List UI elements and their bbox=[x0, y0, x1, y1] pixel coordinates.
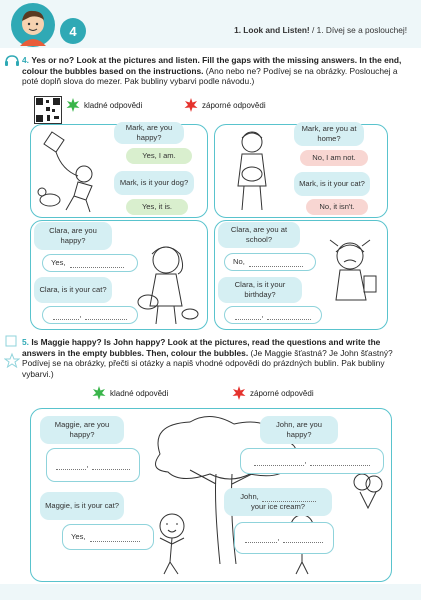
bubble-question: Mark, is it your cat? bbox=[294, 172, 370, 196]
bubble-question: John, your ice cream? bbox=[224, 488, 332, 516]
bubble-question: Clara, are you at school? bbox=[218, 222, 300, 248]
bubble-question: Maggie, are you happy? bbox=[40, 416, 124, 444]
bubble-answer-empty[interactable]: , bbox=[240, 448, 384, 474]
bubble-answer-positive[interactable]: Yes, I am. bbox=[126, 148, 192, 164]
bubble-answer-empty[interactable]: , bbox=[42, 306, 138, 324]
legend-negative: záporné odpovědi bbox=[232, 386, 314, 400]
qr-code-icon[interactable] bbox=[34, 96, 62, 124]
bubble-question: Mark, are you happy? bbox=[114, 122, 184, 144]
bubble-question: Clara, are you happy? bbox=[34, 222, 112, 250]
sad-girl-illustration bbox=[316, 236, 382, 308]
bubble-answer-empty[interactable]: Yes, bbox=[42, 254, 138, 272]
bubble-question: Mark, is it your dog? bbox=[114, 171, 194, 195]
bubble-question: Mark, are you at home? bbox=[294, 122, 364, 146]
task4-instructions: 4. Yes or no? Look at the pictures and listen. Fill the gaps with the missing answers. In the end, colour the bubbles based on the instructions. (Ano nebo ne? Podívej se na obrázky. Poslouchej a poté doplň slova do mezer. Pak bubliny vybarvi podle návodu.) bbox=[22, 55, 402, 86]
red-splat-icon bbox=[184, 98, 198, 112]
bubble-answer-empty[interactable]: No, bbox=[224, 253, 316, 271]
page-number-badge: 4 bbox=[60, 18, 86, 44]
puzzle-star-icon bbox=[4, 334, 20, 368]
unit-title: 1. Look and Listen! / 1. Dívej se a poslouchej! bbox=[234, 25, 407, 35]
bubble-question: John, are you happy? bbox=[260, 416, 338, 444]
bubble-question: Maggie, is it your cat? bbox=[40, 492, 124, 520]
boy-with-cat-illustration bbox=[222, 128, 286, 214]
task5-instructions: 5. Is Maggie happy? Is John happy? Look at the pictures, read the questions and write the answers in the empty bubbles. Then, colour the bubbles. (Je Maggie šťastná? Je John šťastný? Podívej se na obrázky, přečti si otázky a napiš vhodné odpovědi do prázdných bublin. Pak bubliny vybarvi.) bbox=[22, 337, 393, 379]
bubble-answer-empty[interactable]: , bbox=[224, 306, 322, 324]
legend-positive: kladné odpovědi bbox=[66, 98, 142, 112]
bubble-answer-empty[interactable]: Yes, bbox=[62, 524, 154, 550]
legend-negative: záporné odpovědi bbox=[184, 98, 266, 112]
green-splat-icon bbox=[66, 98, 80, 112]
bubble-answer-positive[interactable]: Yes, it is. bbox=[126, 199, 188, 215]
footer-band bbox=[0, 584, 421, 600]
bubble-answer-empty[interactable]: , bbox=[46, 448, 140, 482]
boy-avatar-icon bbox=[10, 2, 56, 48]
headphones-icon bbox=[4, 54, 20, 66]
bubble-answer-empty[interactable]: , bbox=[234, 522, 334, 554]
red-splat-icon bbox=[232, 386, 246, 400]
green-splat-icon bbox=[92, 386, 106, 400]
boy-with-kite-illustration bbox=[34, 130, 114, 214]
ice-cream-icon bbox=[350, 470, 386, 510]
bubble-answer-negative[interactable]: No, it isn't. bbox=[306, 199, 368, 215]
bubble-question: Clara, is it your birthday? bbox=[218, 277, 302, 303]
bubble-answer-negative[interactable]: No, I am not. bbox=[300, 150, 368, 166]
bubble-question: Clara, is it your cat? bbox=[34, 277, 112, 303]
legend-positive: kladné odpovědi bbox=[92, 386, 168, 400]
